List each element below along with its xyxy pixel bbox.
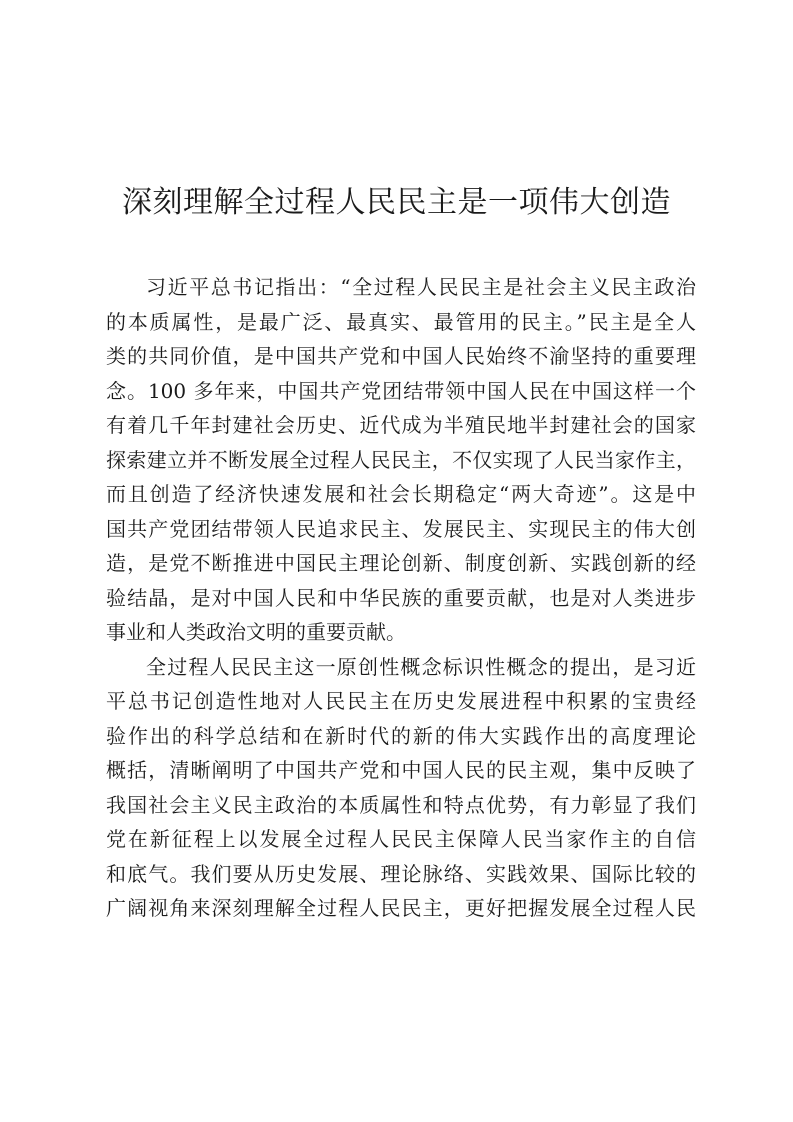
paragraph-line: 念。100 多年来，中国共产党团结带领中国人民在中国这样一个 <box>106 378 696 403</box>
paragraph-line: 而且创造了经济快速发展和社会长期稳定“两大奇迹”。这是中 <box>106 482 696 506</box>
paragraph-line: 验结晶，是对中国人民和中华民族的重要贡献，也是对人类进步 <box>106 585 696 610</box>
document-body <box>106 270 696 926</box>
paragraph-line: 和底气。我们要从历史发展、理论脉络、实践效果、国际比较的 <box>106 861 696 886</box>
paragraph-line: 类的共同价值，是中国共产党和中国人民始终不渝坚持的重要理 <box>106 344 696 368</box>
paragraph-line: 有着几千年封建社会历史、近代成为半殖民地半封建社会的国家 <box>106 413 696 437</box>
paragraph-1 <box>106 270 696 650</box>
paragraph-line: 党在新征程上以发展全过程人民民主保障人民当家作主的自信 <box>106 827 696 851</box>
paragraph-line: 平总书记创造性地对人民民主在历史发展进程中积累的宝贵经 <box>106 689 696 713</box>
document-title: 深刻理解全过程人民民主是一项伟大创造 <box>122 185 671 220</box>
paragraph-line: 造，是党不断推进中国民主理论创新、制度创新、实践创新的经 <box>106 551 696 575</box>
paragraph-line: 全过程人民民主这一原创性概念标识性概念的提出，是习近 <box>146 654 696 679</box>
paragraph-line: 习近平总书记指出：“全过程人民民主是社会主义民主政治 <box>146 275 696 299</box>
paragraph-line: 广阔视角来深刻理解全过程人民民主，更好把握发展全过程人民 <box>106 896 696 920</box>
paragraph-line: 国共产党团结带领人民追求民主、发展民主、实现民主的伟大创 <box>106 516 696 541</box>
paragraph-line: 概括，清晰阐明了中国共产党和中国人民的民主观，集中反映了 <box>106 758 696 782</box>
paragraph-line: 的本质属性，是最广泛、最真实、最管用的民主。”民主是全人 <box>106 309 696 334</box>
paragraph-line: 验作出的科学总结和在新时代的新的伟大实践作出的高度理论 <box>106 723 696 748</box>
paragraph-line: 我国社会主义民主政治的本质属性和特点优势，有力彰显了我们 <box>106 792 696 817</box>
paragraph-line: 事业和人类政治文明的重要贡献。 <box>106 620 406 644</box>
paragraph-line: 探索建立并不断发展全过程人民民主，不仅实现了人民当家作主， <box>106 447 696 472</box>
paragraph-2 <box>106 650 696 926</box>
